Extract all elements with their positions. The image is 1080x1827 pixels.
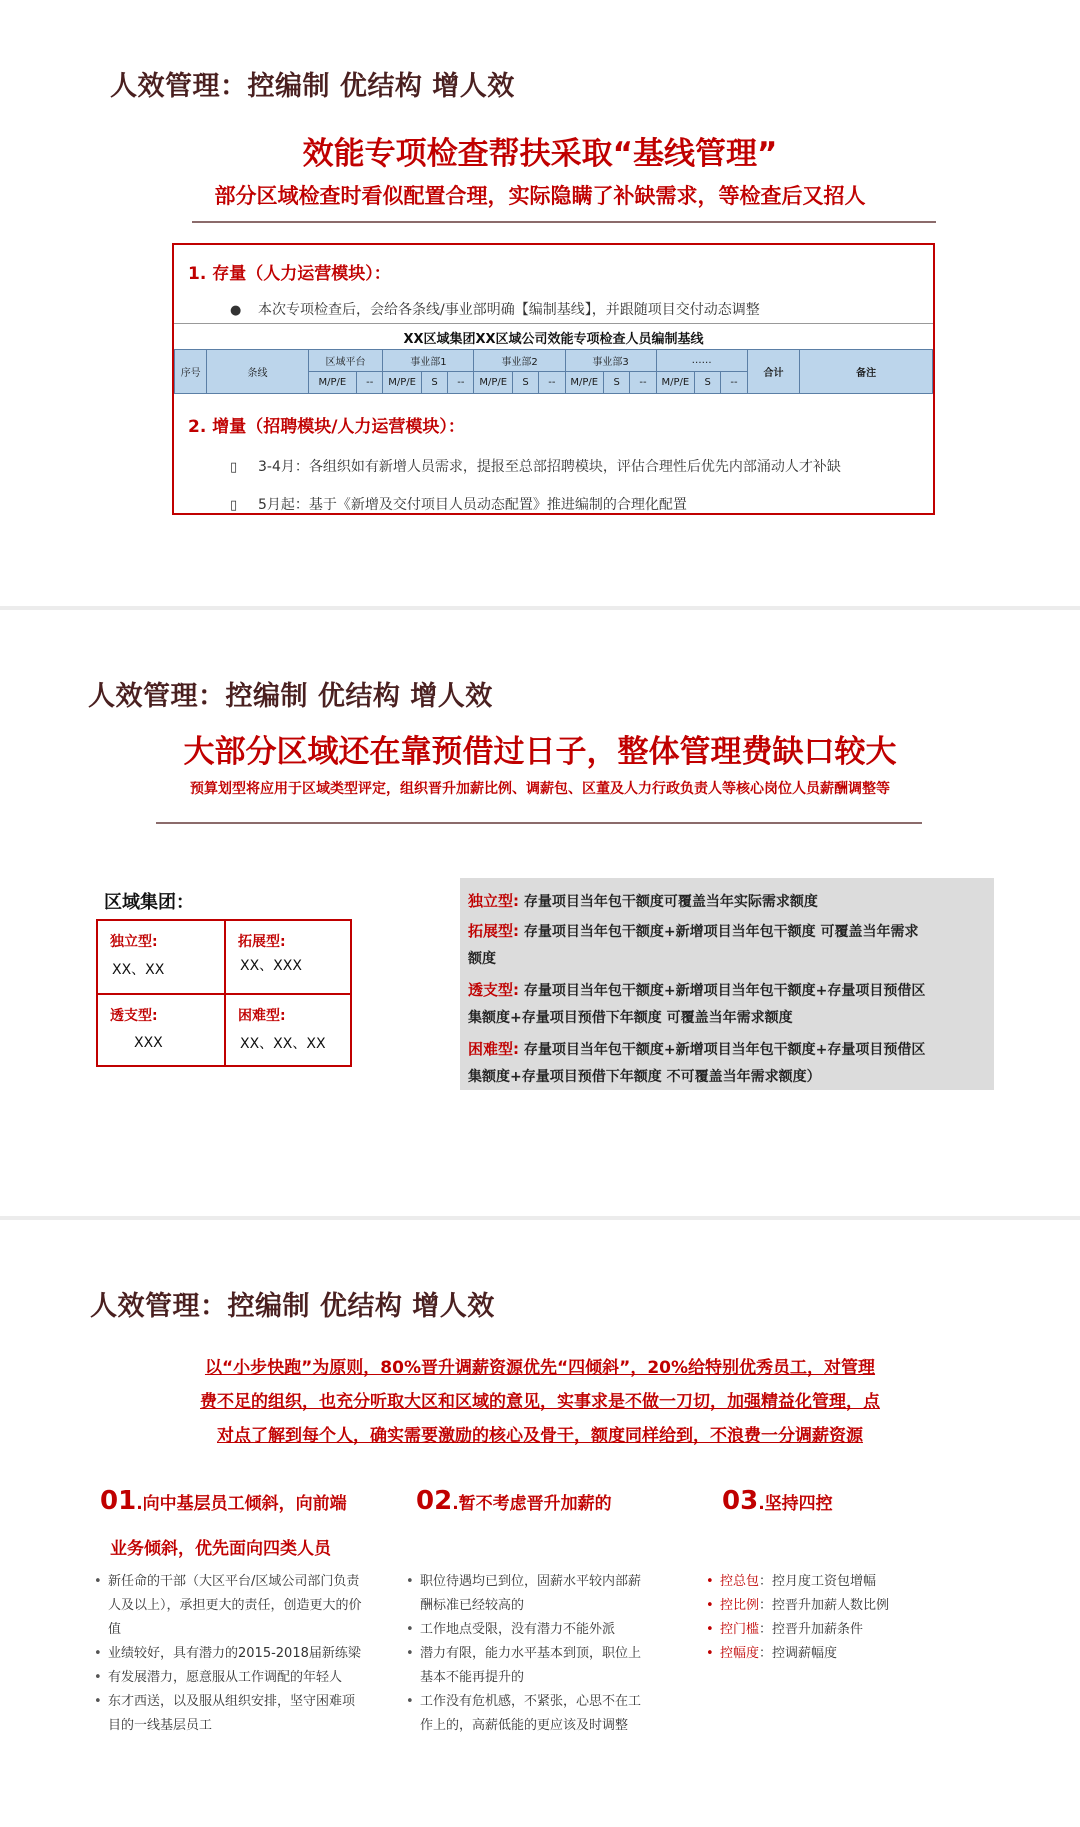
policy-paragraph: 以“小步快跑”为原则，80%晋升调薪资源优先“四倾斜”，20%给特别优秀员工，对管理 [204, 1358, 876, 1378]
table-top-border [174, 323, 933, 324]
type-cell [226, 995, 350, 1067]
slide-title: 大部分区域还在靠预借过日子，整体管理费缺口较大 [183, 734, 897, 770]
sub-col: S [421, 372, 447, 394]
section-increment-line [230, 494, 687, 514]
sub-col: S [695, 372, 721, 394]
section-stock-text: 本次专项检查后，会给各条线/事业部明确【编制基线】，并跟随项目交付动态调整 [258, 302, 760, 318]
slide-title: 效能专项检查帮扶采取“基线管理” [302, 136, 778, 172]
type-def-cont: 集额度+存量项目预借下年额度 可覆盖当年需求额度 [468, 1010, 793, 1026]
section-stock-heading: 1. 存量（人力运营模块）： [188, 264, 391, 284]
column-title-text: .暂不考虑晋升加薪的 [452, 1494, 612, 1514]
table-title: XX区域集团XX区域公司效能专项检查人员编制基线 [403, 332, 704, 347]
column-list [706, 1570, 906, 1666]
slide-heading: 人效管理：控编制 优结构 增人效 [110, 71, 515, 102]
increment-text-2: 5月起：基于《新增及交付项目人员动态配置》推进编制的合理化配置 [258, 497, 687, 513]
type-value: XXX [134, 1035, 163, 1051]
section-increment-line [230, 456, 841, 476]
bullet-icon: ● [230, 303, 242, 318]
column-number: 03 [722, 1486, 759, 1516]
column-number: 02 [416, 1486, 453, 1516]
control-text: ：控晋升加薪人数比例 [759, 1598, 890, 1613]
sub-col: M/P/E [474, 372, 512, 394]
type-value: XX、XX [112, 962, 165, 978]
baseline-box [172, 243, 935, 515]
slide-heading: 人效管理：控编制 优结构 增人效 [88, 681, 493, 712]
increment-text-1: 3-4月：各组织如有新增人员需求，提报至总部招聘模块，评估合理性后优先内部涌动人才补缺 [258, 459, 841, 475]
column-list [406, 1570, 646, 1738]
col-line: 条线 [207, 350, 308, 394]
list-item: • 新任命的干部（大区平台/区域公司部门负责人及以上），承担更大的责任，创造更大的价值 [94, 1570, 364, 1642]
type-def [468, 979, 925, 1000]
slide-baseline [0, 0, 1080, 606]
sub-col: -- [448, 372, 474, 394]
control-text: ：控晋升加薪条件 [759, 1622, 864, 1637]
section-stock-line [230, 299, 760, 319]
divider [192, 221, 936, 223]
column-title [722, 1486, 833, 1516]
slide-subtitle: 部分区域检查时看似配置合理，实际隐瞒了补缺需求，等检查后又招人 [214, 184, 866, 208]
column-title-text: .坚持四控 [758, 1494, 833, 1514]
column-title-cont: 业务倾斜，优先面向四类人员 [110, 1539, 331, 1559]
type-def-key: 困难型: [468, 1040, 519, 1058]
sub-col: M/P/E [565, 372, 603, 394]
list-item [706, 1570, 906, 1594]
policy-paragraph: 费不足的组织，也充分听取大区和区域的意见，实事求是不做一刀切，加强精益化管理，点 [200, 1392, 880, 1412]
column-title-text: .向中基层员工倾斜，向前端 [136, 1494, 347, 1514]
list-item: • 职位待遇均已到位，固薪水平较内部薪酬标准已经较高的 [406, 1570, 646, 1618]
control-key: 控门槛 [720, 1622, 760, 1637]
slide-salary-policy [0, 1220, 1080, 1827]
col-group: 事业部1 [383, 350, 474, 372]
list-item: • 潜力有限，能力水平基本到顶，职位上基本不能再提升的 [406, 1642, 646, 1690]
list-item [706, 1594, 906, 1618]
type-cell [98, 921, 224, 993]
type-key: 独立型: [110, 934, 158, 950]
list-item: • 工作没有危机感，不紧张，心思不在工作上的，高薪低能的更应该及时调整 [406, 1690, 646, 1738]
type-def-text: 存量项目当年包干额度+新增项目当年包干额度+存量项目预借区 [523, 983, 926, 999]
sub-col: S [512, 372, 538, 394]
control-text: ：控月度工资包增幅 [759, 1574, 877, 1589]
group-label: 区域集团： [104, 892, 194, 913]
type-def-key: 独立型: [468, 892, 519, 910]
col-group: 事业部2 [474, 350, 565, 372]
divider [156, 822, 922, 824]
sub-col: -- [539, 372, 565, 394]
list-item: • 东才西送，以及服从组织安排，坚守困难项目的一线基层员工 [94, 1690, 364, 1738]
type-key: 透支型: [110, 1008, 158, 1024]
sub-col: M/P/E [656, 372, 694, 394]
col-seq: 序号 [175, 350, 207, 394]
sub-col: S [604, 372, 630, 394]
type-def-key: 透支型: [468, 981, 519, 999]
type-value: XX、XXX [240, 958, 302, 974]
type-def-key: 拓展型: [468, 922, 519, 940]
type-def-text: 存量项目当年包干额度可覆盖当年实际需求额度 [523, 894, 818, 910]
col-group: …… [656, 350, 747, 372]
sub-col: M/P/E [308, 372, 357, 394]
baseline-table [174, 349, 933, 394]
column-title [416, 1486, 612, 1516]
list-item [706, 1642, 906, 1666]
control-key: 控比例 [720, 1598, 760, 1613]
type-def-cont: 额度 [468, 951, 496, 967]
sub-col: -- [357, 372, 383, 394]
checkbox-icon: ▯ [230, 460, 238, 475]
type-cell [98, 995, 224, 1067]
control-text: ：控调薪幅度 [759, 1646, 838, 1661]
type-def [468, 920, 918, 941]
type-def [468, 1038, 925, 1059]
list-item: • 工作地点受限，没有潜力不能外派 [406, 1618, 646, 1642]
type-def-text: 存量项目当年包干额度+新增项目当年包干额度+存量项目预借区 [523, 1042, 926, 1058]
policy-paragraph: 对点了解到每个人，确实需要激励的核心及骨干，额度同样给到，不浪费一分调薪资源 [217, 1426, 863, 1446]
checkbox-icon: ▯ [230, 498, 238, 513]
type-key: 困难型: [238, 1008, 286, 1024]
column-title [100, 1486, 347, 1516]
column-list [94, 1570, 364, 1738]
control-key: 控幅度 [720, 1646, 760, 1661]
col-group: 事业部3 [565, 350, 656, 372]
control-key: 控总包 [720, 1574, 760, 1589]
type-def-text: 存量项目当年包干额度+新增项目当年包干额度 可覆盖当年需求 [523, 924, 919, 940]
list-item [706, 1618, 906, 1642]
type-def [468, 890, 818, 911]
column-number: 01 [100, 1486, 137, 1516]
slide-heading: 人效管理：控编制 优结构 增人效 [90, 1291, 495, 1322]
type-cell [226, 921, 350, 993]
list-item: • 业绩较好，具有潜力的2015-2018届新练梁 [94, 1642, 364, 1666]
sub-col: -- [721, 372, 747, 394]
col-total: 合计 [747, 350, 800, 394]
sub-col: M/P/E [383, 372, 421, 394]
type-value: XX、XX、XX [240, 1036, 326, 1052]
type-definitions [460, 878, 994, 1090]
list-item: • 有发展潜力，愿意服从工作调配的年轻人 [94, 1666, 364, 1690]
slide-budget-types [0, 610, 1080, 1216]
region-type-grid [96, 919, 352, 1067]
type-key: 拓展型: [238, 934, 286, 950]
sub-col: -- [630, 372, 656, 394]
col-note: 备注 [800, 350, 933, 394]
slide-subtitle: 预算划型将应用于区域类型评定，组织晋升加薪比例、调薪包、区董及人力行政负责人等核心岗位人员薪酬调整等 [190, 781, 890, 797]
type-def-cont: 集额度+存量项目预借下年额度 不可覆盖当年需求额度） [468, 1069, 821, 1085]
section-increment-heading: 2. 增量（招聘模块/人力运营模块）： [188, 417, 465, 437]
col-group: 区域平台 [308, 350, 383, 372]
